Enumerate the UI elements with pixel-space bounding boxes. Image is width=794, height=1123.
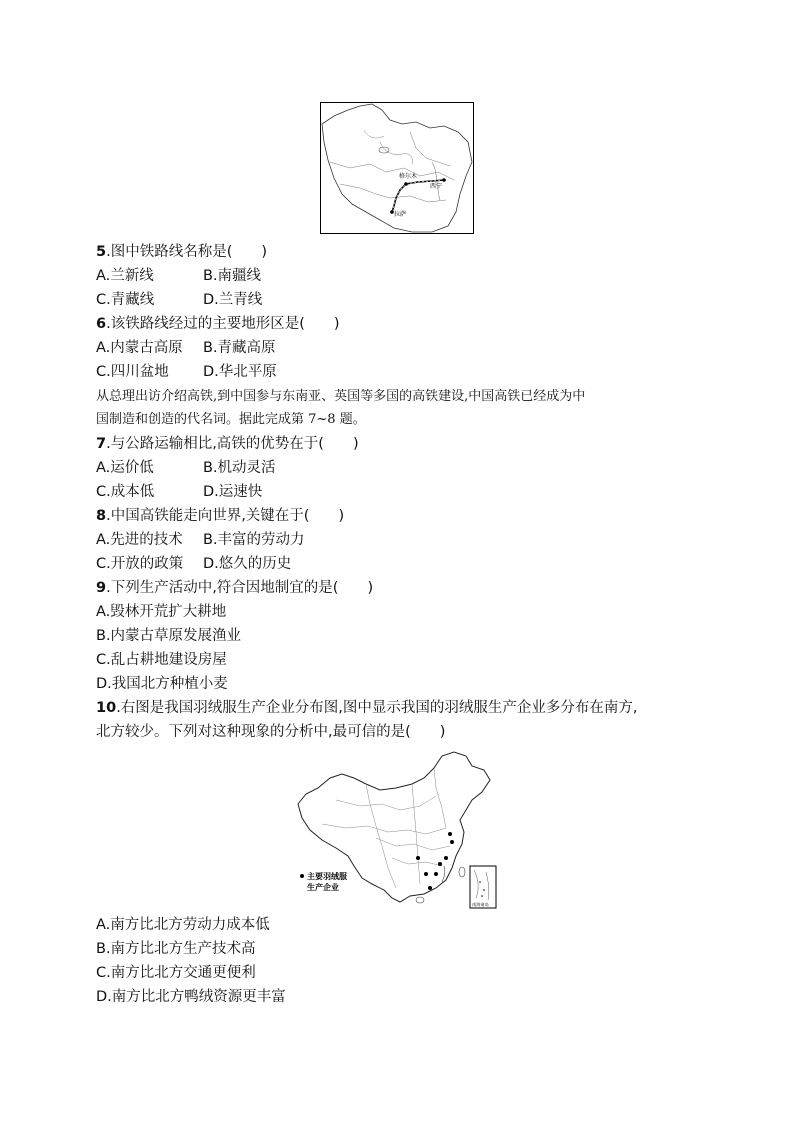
q6-option-b[interactable]: B.青藏高原 [203, 340, 276, 356]
q8-option-b[interactable]: B.丰富的劳动力 [203, 532, 305, 548]
q10-number: 10 [96, 700, 117, 716]
q9-option-a[interactable]: A.毁林开荒扩大耕地 [96, 604, 227, 620]
down-jacket-map [296, 748, 498, 912]
q10-stem-text-1: .右图是我国羽绒服生产企业分布图,图中显示我国的羽绒服生产企业多分布在南方, [116, 700, 638, 716]
legend-line-2: 生产企业 [307, 883, 339, 892]
q5-number: 5 [96, 244, 107, 260]
q7-stem [96, 434, 359, 454]
lhasa-label: 拉萨 [394, 211, 407, 218]
q6-option-c[interactable]: C.四川盆地 [96, 364, 169, 380]
q5-option-b[interactable]: B.南疆线 [203, 268, 262, 284]
q9-option-b[interactable]: B.内蒙古草原发展渔业 [96, 628, 242, 644]
q9-number: 9 [96, 580, 107, 596]
q10-option-a[interactable]: A.南方比北方劳动力成本低 [96, 917, 270, 933]
enterprise-dot [438, 862, 442, 866]
q9-option-c[interactable]: C.乱占耕地建设房屋 [96, 652, 227, 668]
golmud-label: 格尔木 [399, 173, 418, 180]
enterprise-dot [448, 832, 452, 836]
q8-option-c[interactable]: C.开放的政策 [96, 556, 184, 572]
enterprise-dot [424, 872, 428, 876]
q7-number: 7 [96, 436, 107, 452]
material-line-1: 从总理出访介绍高铁,到中国参与东南亚、英国等多国的高铁建设,中国高铁已经成为中 [96, 389, 586, 404]
q8-stem [96, 506, 344, 526]
q7-option-d[interactable]: D.运速快 [203, 484, 263, 500]
legend-line-1: 主要羽绒服 [307, 872, 347, 881]
q8-option-a[interactable]: A.先进的技术 [96, 532, 183, 548]
q5-stem-text: .图中铁路线名称是( ) [106, 244, 268, 260]
q5-stem [96, 242, 267, 262]
q6-option-a[interactable]: A.内蒙古高原 [96, 340, 183, 356]
xining-point [442, 178, 446, 182]
q7-option-b[interactable]: B.机动灵活 [203, 460, 276, 476]
railway-map [320, 102, 474, 234]
q10-option-d[interactable]: D.南方比北方鸭绒资源更丰富 [96, 989, 286, 1005]
q7-stem-text: .与公路运输相比,高铁的优势在于( ) [106, 436, 359, 452]
q9-option-d[interactable]: D.我国北方种植小麦 [96, 676, 228, 692]
q8-number: 8 [96, 508, 107, 524]
q10-option-b[interactable]: B.南方比北方生产技术高 [96, 941, 256, 957]
enterprise-dot [450, 840, 454, 844]
q5-option-a[interactable]: A.兰新线 [96, 268, 154, 284]
q6-stem-text: .该铁路线经过的主要地形区是( ) [106, 316, 340, 332]
enterprise-dot [416, 856, 420, 860]
q8-option-d[interactable]: D.悠久的历史 [203, 556, 292, 572]
q10-option-c[interactable]: C.南方比北方交通更便利 [96, 965, 256, 981]
inset-label: 南海诸岛 [472, 902, 489, 907]
q6-option-d[interactable]: D.华北平原 [203, 364, 277, 380]
q10-stem-line-2: 北方较少。下列对这种现象的分析中,最可信的是( ) [96, 724, 446, 740]
q5-option-c[interactable]: C.青藏线 [96, 292, 155, 308]
enterprise-dot [428, 886, 432, 890]
enterprise-dot [444, 856, 448, 860]
q7-option-c[interactable]: C.成本低 [96, 484, 155, 500]
q6-stem [96, 314, 340, 334]
golmud-point [404, 182, 408, 186]
q8-stem-text: .中国高铁能走向世界,关键在于( ) [106, 508, 345, 524]
q5-option-d[interactable]: D.兰青线 [203, 292, 263, 308]
q9-stem [96, 578, 373, 598]
material-line-2: 国制造和创造的代名词。据此完成第 7~8 题。 [96, 412, 366, 427]
q9-stem-text: .下列生产活动中,符合因地制宜的是( ) [106, 580, 374, 596]
legend-dot [300, 874, 304, 878]
q6-number: 6 [96, 316, 107, 332]
q10-stem-line-1 [96, 698, 638, 718]
q7-option-a[interactable]: A.运价低 [96, 460, 154, 476]
xining-label: 西宁 [430, 183, 443, 190]
enterprise-dot [434, 872, 438, 876]
